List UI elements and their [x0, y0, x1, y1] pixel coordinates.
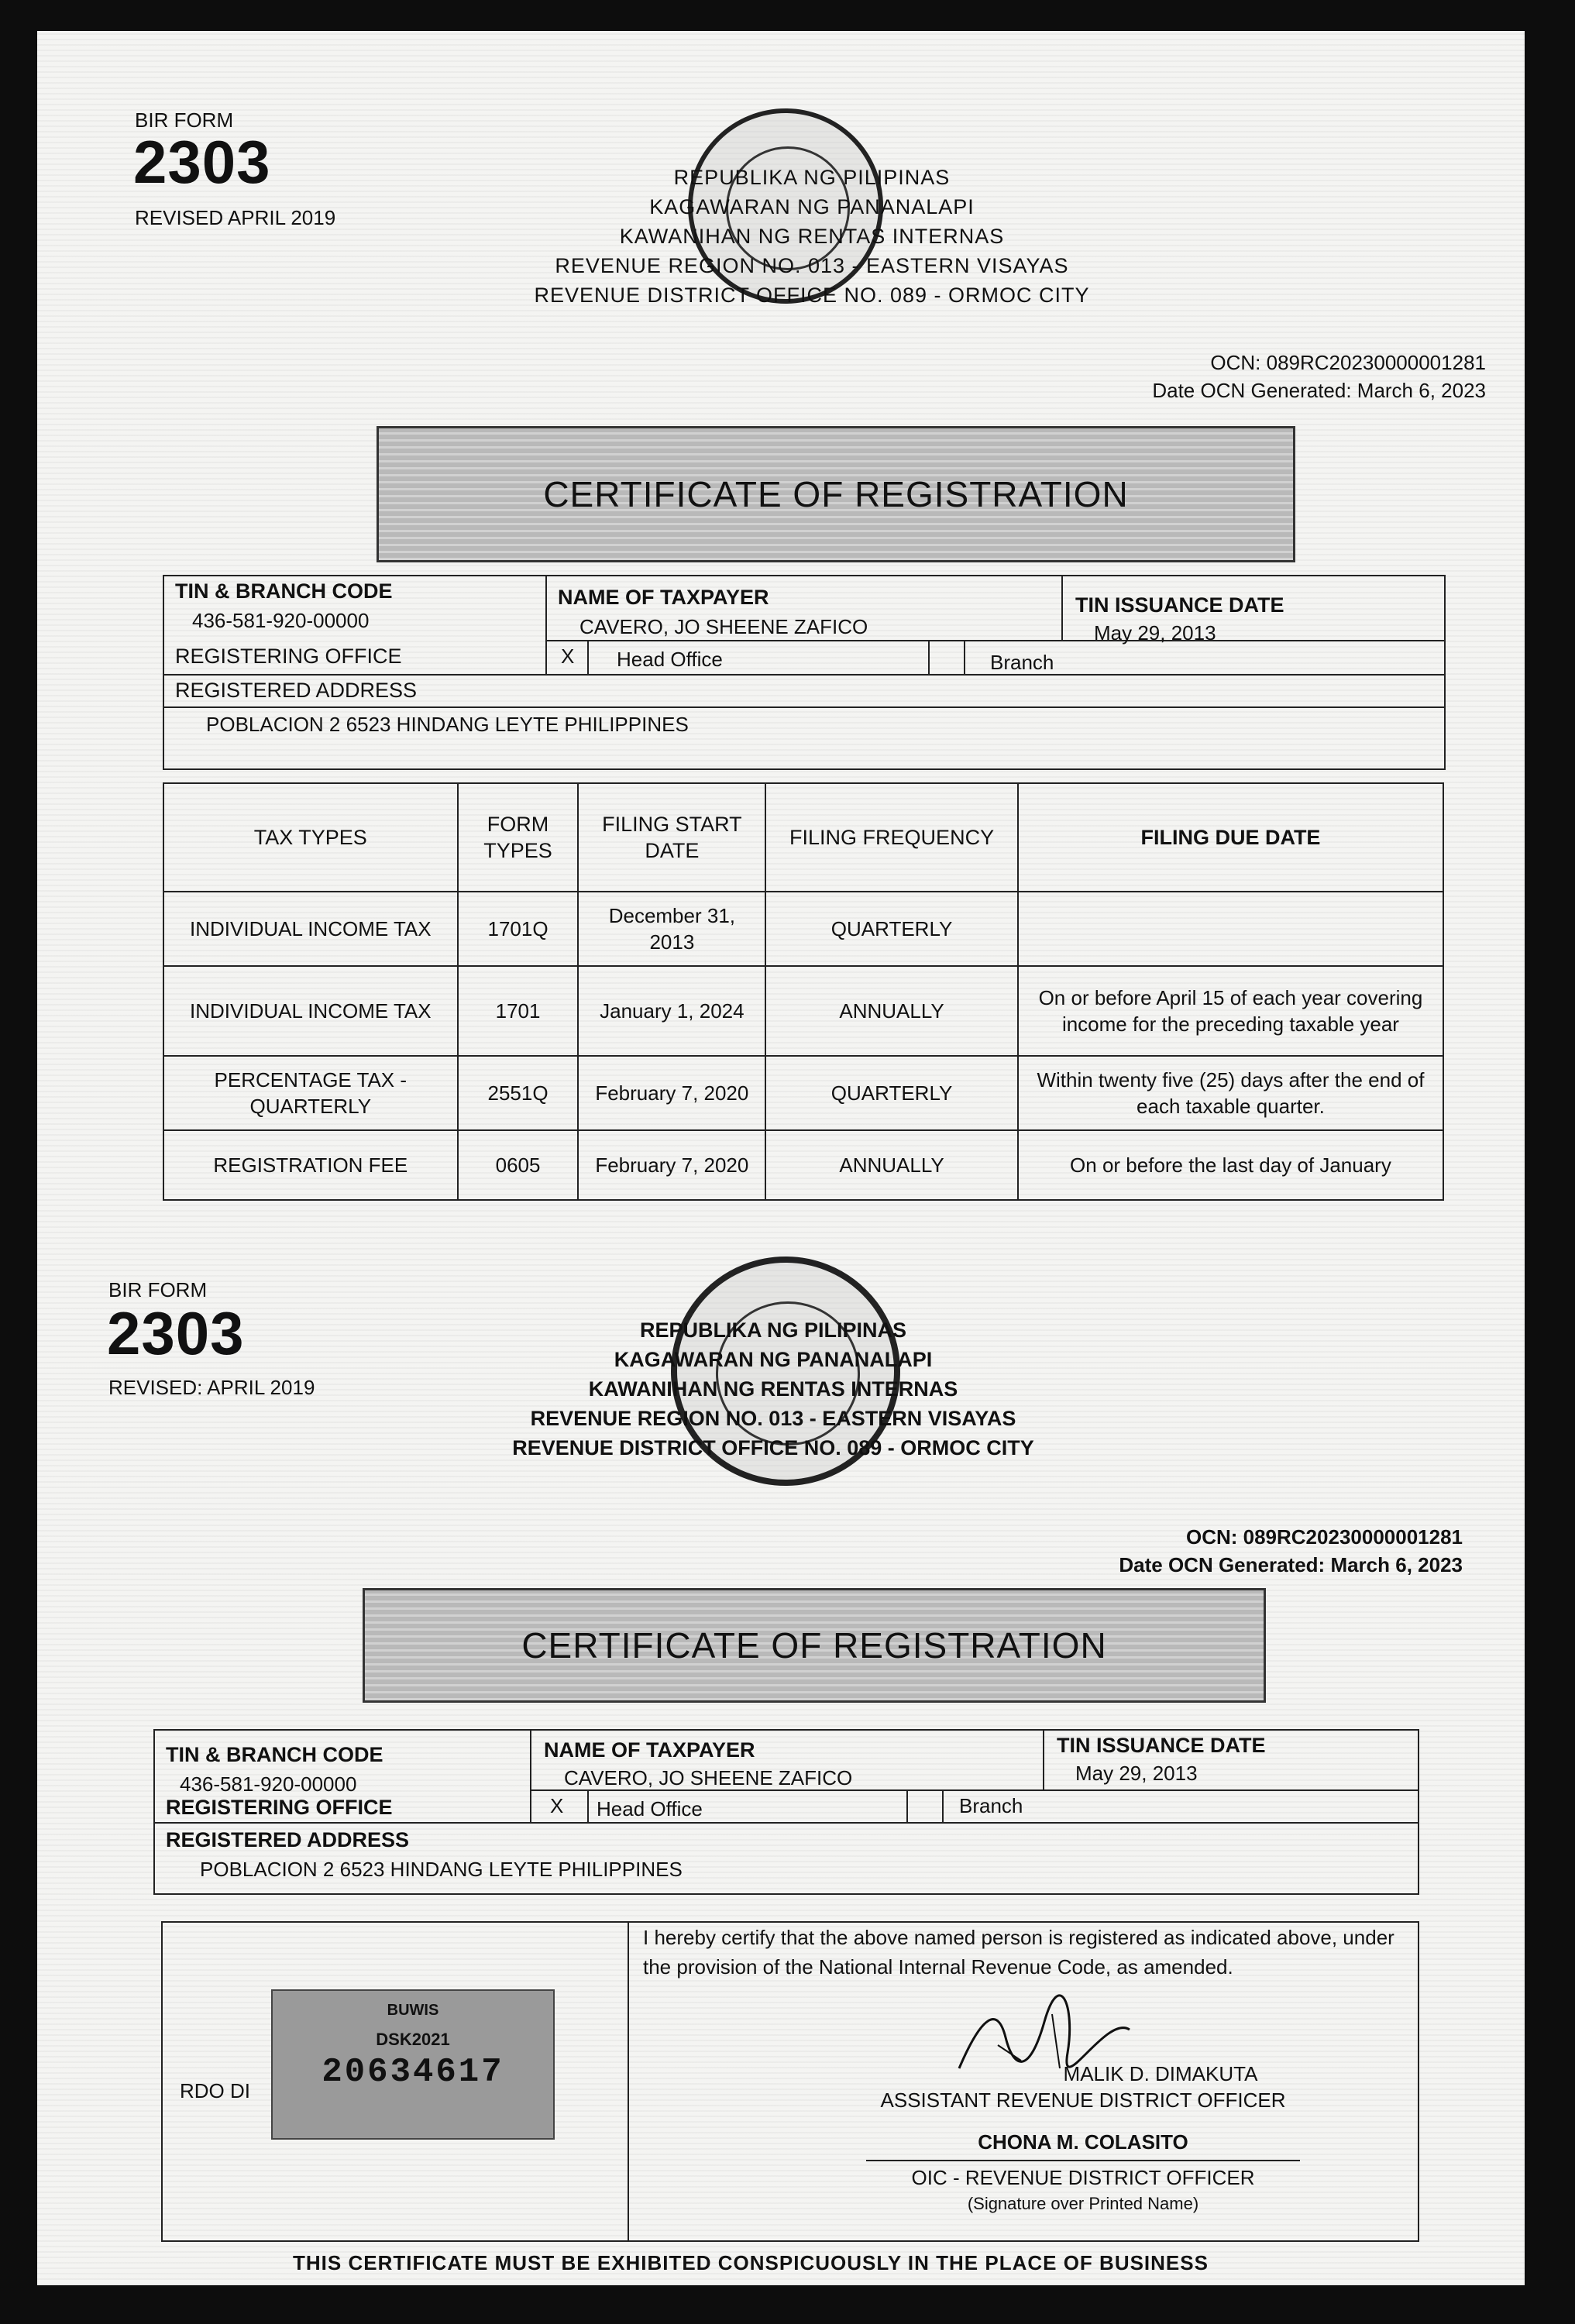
registered-address-value: POBLACION 2 6523 HINDANG LEYTE PHILIPPINES: [206, 713, 689, 736]
cell-tax-type: INDIVIDUAL INCOME TAX: [163, 966, 458, 1056]
documentary-stamp: [271, 1989, 555, 2140]
th-form-types: FORM TYPES: [458, 783, 579, 892]
assistant-officer-name: MALIK D. DIMAKUTA: [1063, 2062, 1258, 2085]
cell-due-date: Within twenty five (25) days after the end of each taxable quarter.: [1018, 1056, 1443, 1130]
taxpayer-name-label: NAME OF TAXPAYER: [558, 586, 769, 609]
header-line-5: REVENUE DISTRICT OFFICE NO. 089 - ORMOC CITY: [512, 1436, 1034, 1459]
certificate-title-banner: CERTIFICATE OF REGISTRATION: [363, 1588, 1266, 1703]
signature-caption: (Signature over Printed Name): [967, 2194, 1199, 2213]
exhibit-notice: THIS CERTIFICATE MUST BE EXHIBITED CONSPICUOUSLY IN THE PLACE OF BUSINESS: [293, 2251, 1209, 2274]
district-officer-name: CHONA M. COLASITO: [978, 2130, 1188, 2154]
header-line-3: KAWANIHAN NG RENTAS INTERNAS: [619, 225, 1005, 248]
header-line-1: REPUBLIKA NG PILIPINAS: [639, 1318, 907, 1342]
th-tax-types: TAX TYPES: [163, 783, 458, 892]
form-number-bottom: 2303: [107, 1299, 245, 1367]
header-line-4: REVENUE REGION NO. 013 - EASTERN VISAYAS: [530, 1407, 1016, 1430]
cell-form-type: 1701: [458, 966, 579, 1056]
table-row: [163, 1130, 1443, 1200]
registering-office-label: REGISTERING OFFICE: [166, 1796, 393, 1819]
header-line-3: KAWANIHAN NG RENTAS INTERNAS: [588, 1377, 958, 1401]
head-office-mark: X: [550, 1794, 564, 1817]
tin-issuance-value: May 29, 2013: [1075, 1762, 1198, 1785]
cell-due-date: On or before the last day of January: [1018, 1130, 1443, 1200]
district-officer-title: OIC - REVENUE DISTRICT OFFICER: [866, 2160, 1300, 2191]
header-line-5: REVENUE DISTRICT OFFICE NO. 089 - ORMOC CITY: [534, 284, 1090, 307]
tax-table-header: [163, 783, 1443, 892]
cell-tax-type: INDIVIDUAL INCOME TAX: [163, 892, 458, 966]
header-line-4: REVENUE REGION NO. 013 - EASTERN VISAYAS: [555, 254, 1069, 277]
stamp-brand: BUWIS: [387, 2002, 439, 2019]
certificate-paper: [37, 31, 1525, 2285]
tax-types-table: [163, 782, 1444, 1201]
cell-start-date: February 7, 2020: [578, 1130, 765, 1200]
tin-value: 436-581-920-00000: [192, 609, 370, 632]
cell-frequency: QUARTERLY: [765, 892, 1018, 966]
ocn-number: OCN: 089RC20230000001281: [1210, 351, 1486, 374]
cell-form-type: 1701Q: [458, 892, 579, 966]
ocn-block-top: [889, 349, 1486, 404]
taxpayer-name-value: CAVERO, JO SHEENE ZAFICO: [579, 615, 868, 638]
header-line-1: REPUBLIKA NG PILIPINAS: [673, 166, 951, 189]
head-office-option: Head Office: [617, 648, 723, 671]
form-label-top: BIR FORM: [135, 108, 234, 132]
th-filing-due: FILING DUE DATE: [1018, 783, 1443, 892]
stamp-number: 20634617: [322, 2053, 504, 2092]
cell-frequency: ANNUALLY: [765, 966, 1018, 1056]
header-line-2: KAGAWARAN NG PANANALAPI: [614, 1348, 933, 1371]
form-number-top: 2303: [133, 128, 271, 196]
assistant-officer-title: ASSISTANT REVENUE DISTRICT OFFICER: [880, 2089, 1286, 2112]
cell-start-date: December 31, 2013: [578, 892, 765, 966]
tin-issuance-label: TIN ISSUANCE DATE: [1057, 1734, 1266, 1757]
tin-value: 436-581-920-00000: [180, 1772, 357, 1796]
head-office-option: Head Office: [597, 1797, 703, 1820]
cell-start-date: January 1, 2024: [578, 966, 765, 1056]
tin-label: TIN & BRANCH CODE: [166, 1743, 383, 1766]
revised-date-bottom: REVISED: APRIL 2019: [108, 1376, 315, 1399]
table-row: [163, 1056, 1443, 1130]
cell-start-date: February 7, 2020: [578, 1056, 765, 1130]
ocn-date: Date OCN Generated: March 6, 2023: [1119, 1553, 1463, 1576]
registering-office-label: REGISTERING OFFICE: [175, 645, 402, 668]
stamp-series: DSK2021: [376, 2030, 450, 2049]
form-label-bottom: BIR FORM: [108, 1278, 208, 1301]
head-office-mark: X: [561, 645, 575, 668]
th-filing-frequency: FILING FREQUENCY: [765, 783, 1018, 892]
table-row: [163, 892, 1443, 966]
branch-option: Branch: [959, 1794, 1023, 1817]
cell-tax-type: PERCENTAGE TAX - QUARTERLY: [163, 1056, 458, 1130]
agency-header-top: [471, 163, 1153, 310]
cell-tax-type: REGISTRATION FEE: [163, 1130, 458, 1200]
tin-label: TIN & BRANCH CODE: [175, 579, 393, 603]
taxpayer-name-value: CAVERO, JO SHEENE ZAFICO: [564, 1766, 853, 1789]
certificate-title-banner: CERTIFICATE OF REGISTRATION: [377, 426, 1295, 562]
ocn-number: OCN: 089RC20230000001281: [1185, 1525, 1463, 1549]
taxpayer-name-label: NAME OF TAXPAYER: [544, 1738, 755, 1762]
signatories: [781, 2061, 1385, 2217]
tin-issuance-value: May 29, 2013: [1094, 621, 1216, 645]
rdo-label: RDO DI: [180, 2079, 250, 2102]
revised-date-top: REVISED APRIL 2019: [135, 206, 336, 229]
branch-option: Branch: [990, 651, 1054, 674]
agency-header-bottom: [425, 1315, 1122, 1463]
registered-address-label: REGISTERED ADDRESS: [175, 679, 418, 702]
certification-text: I hereby certify that the above named person is registered as indicated above, under the provision of the National Internal Revenue Code, as amended.: [643, 1926, 1394, 1978]
cell-frequency: ANNUALLY: [765, 1130, 1018, 1200]
th-filing-start: FILING START DATE: [578, 783, 765, 892]
cell-frequency: QUARTERLY: [765, 1056, 1018, 1130]
header-line-2: KAGAWARAN NG PANANALAPI: [649, 195, 975, 218]
tin-issuance-label: TIN ISSUANCE DATE: [1075, 593, 1284, 617]
cell-form-type: 0605: [458, 1130, 579, 1200]
cell-due-date: On or before April 15 of each year covering income for the preceding taxable year: [1018, 966, 1443, 1056]
table-row: [163, 966, 1443, 1056]
ocn-block-bottom: [812, 1523, 1463, 1579]
cell-form-type: 2551Q: [458, 1056, 579, 1130]
registered-address-label: REGISTERED ADDRESS: [166, 1828, 410, 1851]
cell-due-date: [1018, 892, 1443, 966]
ocn-date: Date OCN Generated: March 6, 2023: [1152, 379, 1486, 402]
registered-address-value: POBLACION 2 6523 HINDANG LEYTE PHILIPPINES: [200, 1858, 683, 1881]
